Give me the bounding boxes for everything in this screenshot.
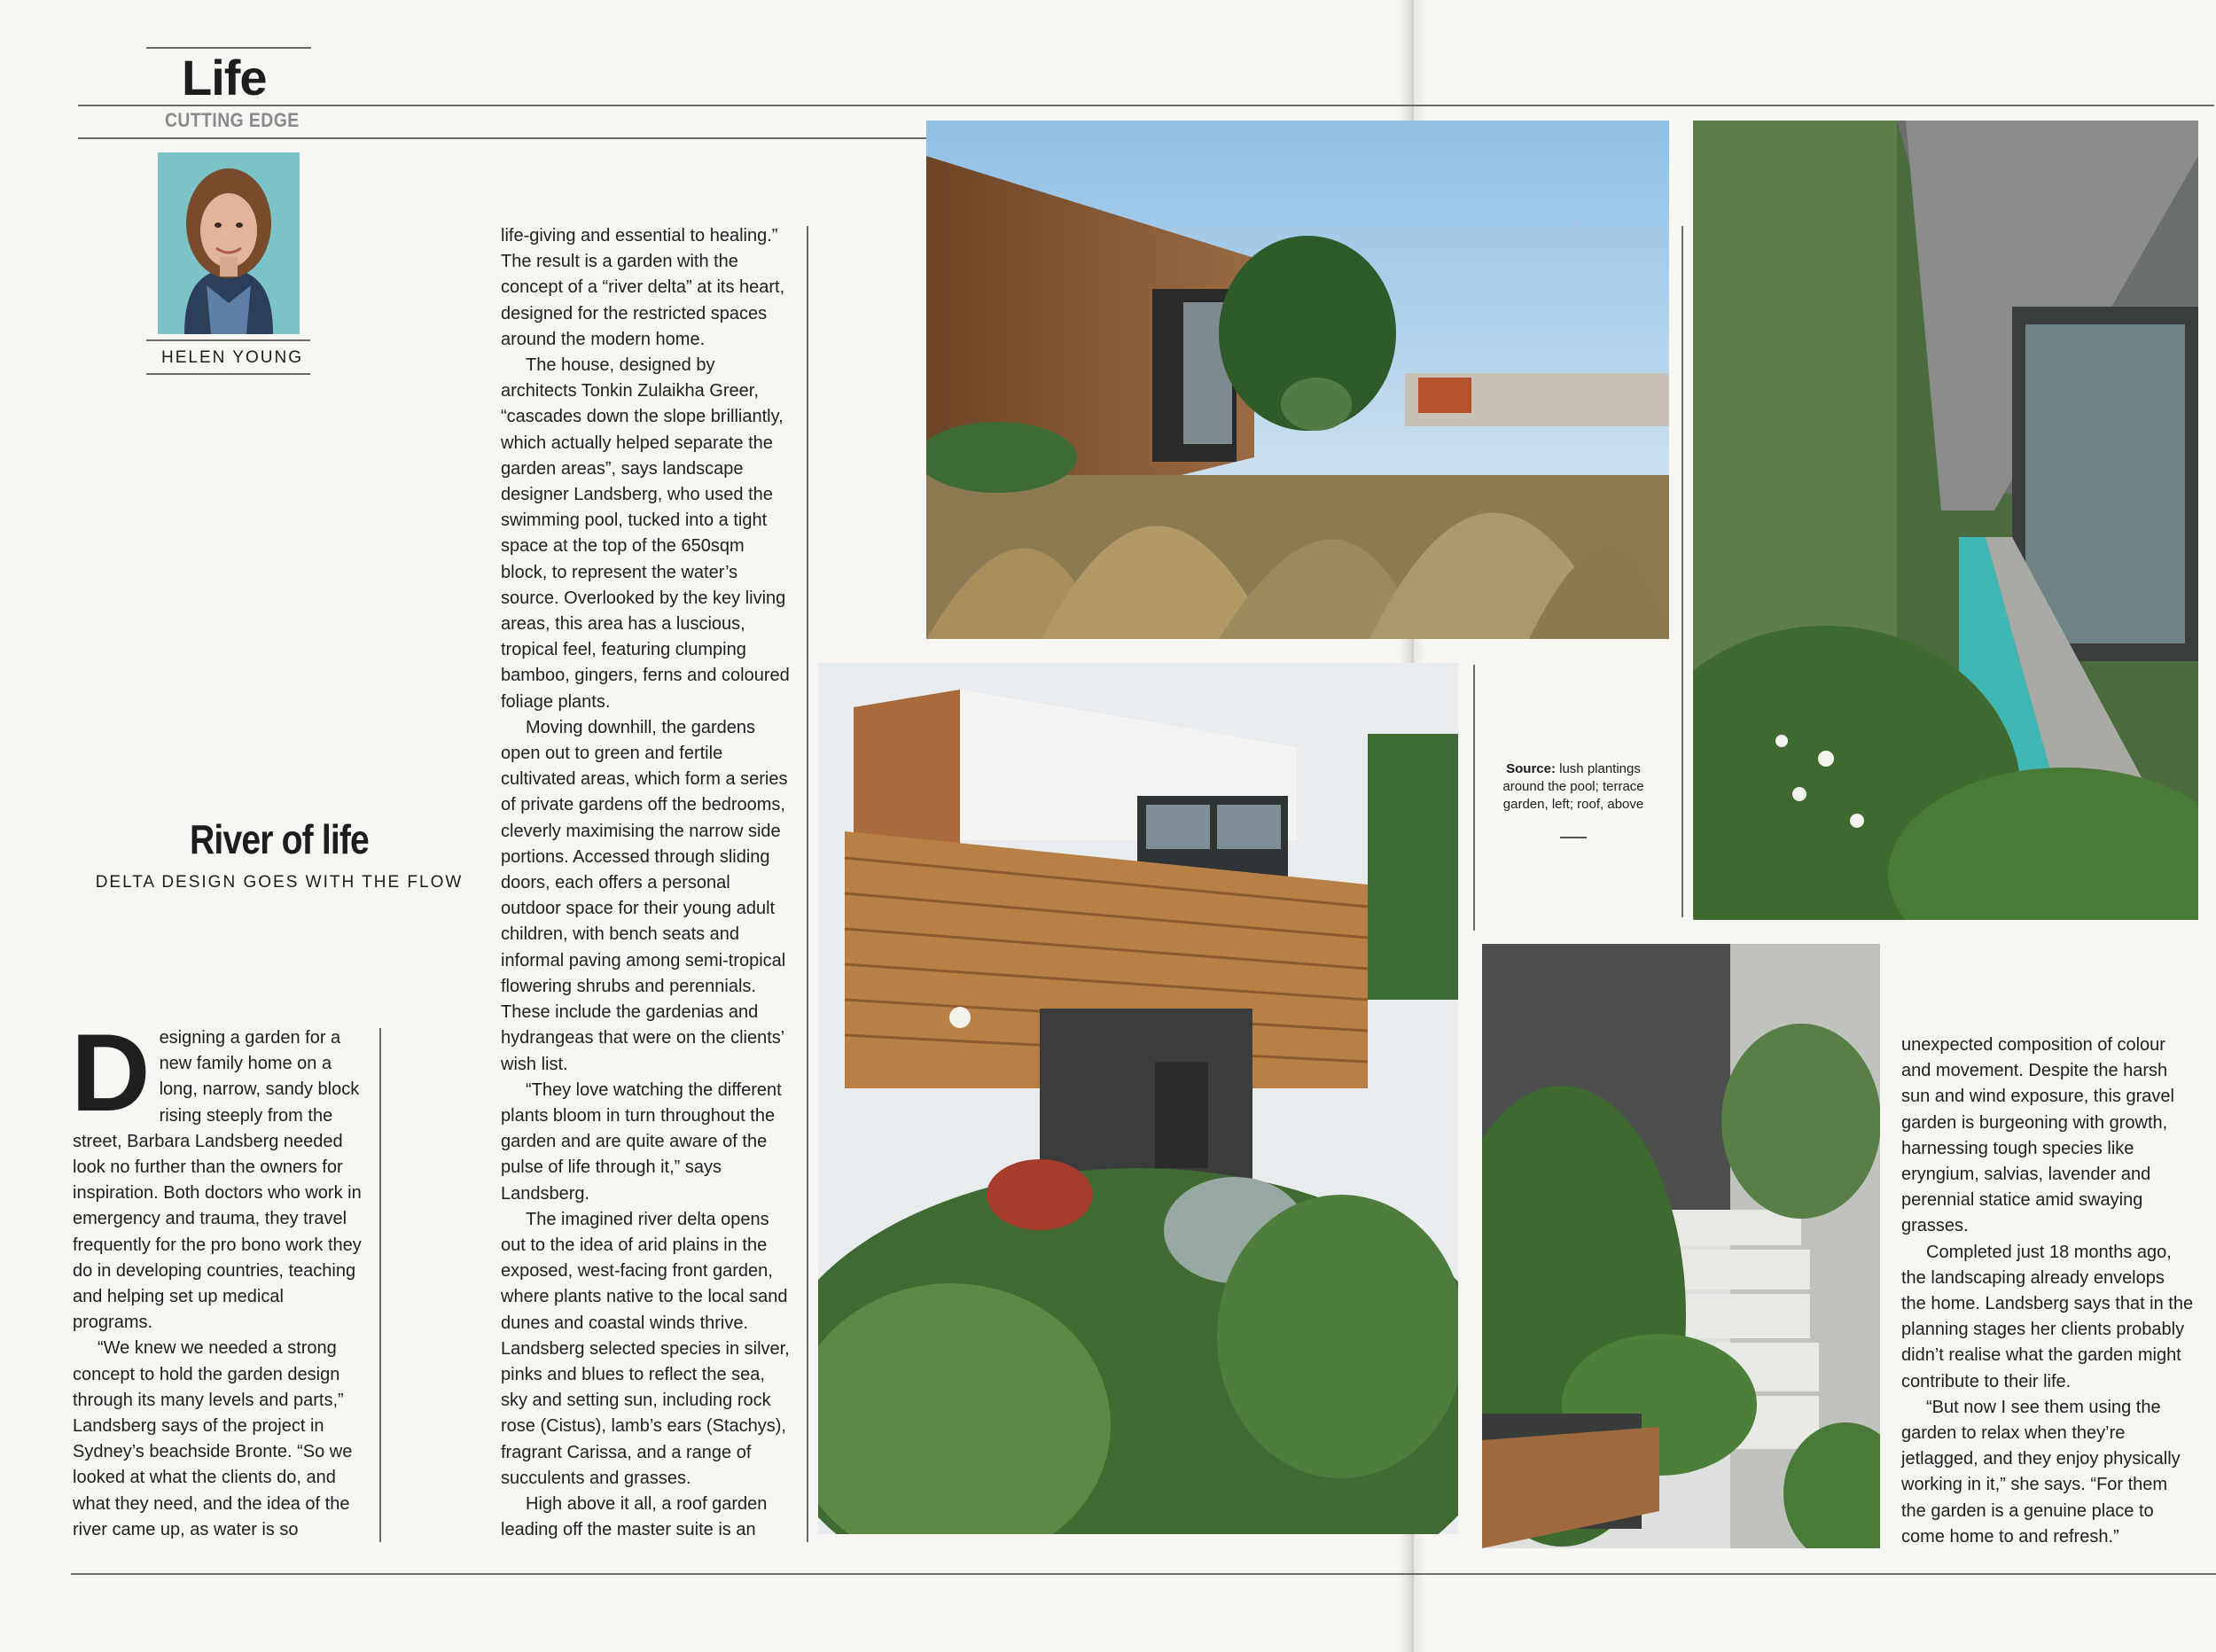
col2-para-4: “They love watching the different plants bloom in turn throughout the garden and are quite aware of the pulse of life through it,” says Landsberg. (501, 1079, 782, 1204)
col2-para-5: The imagined river delta opens out to the idea of arid plains in the exposed, west-facing front garden, where plants native to the local sand dunes and coastal winds thrive. Landsberg selected species in silver, pinks and blues to reflect the sea, sky and setting sun, including rock rose (Cistus), lamb’s ears (Stachys), fragrant Carissa, and a range of succulents and grasses. (501, 1209, 790, 1488)
article-dropcap: D (71, 1012, 151, 1134)
caption-label: Source: (1506, 761, 1556, 776)
caption-text: lush plantings around the pool; terrace garden, left; roof, above (1502, 761, 1644, 812)
col1-para-2: “We knew we needed a strong concept to hold the garden design through its many levels and parts,” Landsberg says of the project in Sydney’s beachside Bronte. “So we looked at what the clients do, and what they need, and the idea of the river came up, as water is so (73, 1338, 353, 1539)
section-title: Life (182, 50, 267, 105)
author-rule-top (146, 339, 310, 341)
col1-para-1: esigning a garden for a new family home on a long, narrow, sandy block rising steeply from the street, Barbara Landsberg needed look no further than the owners for inspiration. Both doctors who work in emergency and trauma, they travel frequently for the pro bono work they do in developing countries, teaching and helping set up medical programs. (73, 1028, 362, 1333)
author-photo (158, 152, 300, 334)
photo-steps-garden (1482, 944, 1880, 1548)
section-subtitle: CUTTING EDGE (165, 109, 300, 131)
author-name: HELEN YOUNG (161, 348, 303, 367)
col2-para-2: The house, designed by architects Tonkin Zulaikha Greer, “cascades down the slope brilliantly, which actually helped separate the garden areas”, says landscape designer Landsberg, who used the swimming pool, tucked into a tight space at the top of the 650sqm block, to represent the water’s source. Overlooked by the key living areas, this area has a luscious, tropical feel, featuring clumping bamboo, gingers, ferns and coloured foliage plants. (501, 355, 790, 712)
caption-dash (1560, 837, 1587, 838)
article-column-3 (1901, 1032, 2194, 1550)
col-divider-2 (807, 226, 808, 1542)
col3-para-3: “But now I see them using the garden to relax when they’re jetlagged, and they enjoy physically working in it,” she says. “For them the garden is a genuine place to come home to and refresh.” (1901, 1397, 2181, 1547)
article-column-2 (501, 223, 793, 1543)
col-divider-caption-right (1682, 226, 1683, 917)
col2-para-6: High above it all, a roof garden leading off the master suite is an (501, 1493, 768, 1540)
col3-para-2: Completed just 18 months ago, the landscaping already envelops the home. Landsberg says that in the planning stages her clients probably didn’t realise what the garden might contribute to their life. (1901, 1242, 2194, 1391)
footer-rule (71, 1573, 2216, 1575)
photo-caption (1498, 760, 1649, 814)
article-column-1 (71, 1012, 365, 1543)
photo-pool (1693, 121, 2198, 920)
col-divider-1 (379, 1028, 381, 1542)
header-rule-1 (78, 105, 2214, 106)
col2-para-3: Moving downhill, the gardens open out to green and fertile cultivated areas, which form a series of private gardens off the bedrooms, cleverly maximising the narrow side portions. Accessed through sliding doors, each offers a personal outdoor space for their young adult children, with bench seats and informal paving among semi-tropical flowering shrubs and perennials. These include the gardenias and hydrangeas that were on the clients’ wish list. (501, 717, 788, 1074)
col-divider-caption-left (1473, 665, 1475, 931)
photo-roof-garden (926, 121, 1669, 639)
article-deck: DELTA DESIGN GOES WITH THE FLOW (95, 873, 464, 892)
author-rule-bottom (146, 373, 310, 375)
col2-para-1: life-giving and essential to healing.” The result is a garden with the concept of a “river delta” at its heart, designed for the restricted spaces around the modern home. (501, 226, 785, 349)
header-rule-2 (78, 137, 964, 139)
col3-para-1: unexpected composition of colour and movement. Despite the harsh sun and wind exposure, this gravel garden is burgeoning with growth, harnessing tough species like eryngium, salvias, lavender and perennial statice amid swaying grasses. (1901, 1035, 2174, 1236)
article-headline: River of life (190, 816, 369, 862)
photo-house-terrace (818, 663, 1458, 1534)
